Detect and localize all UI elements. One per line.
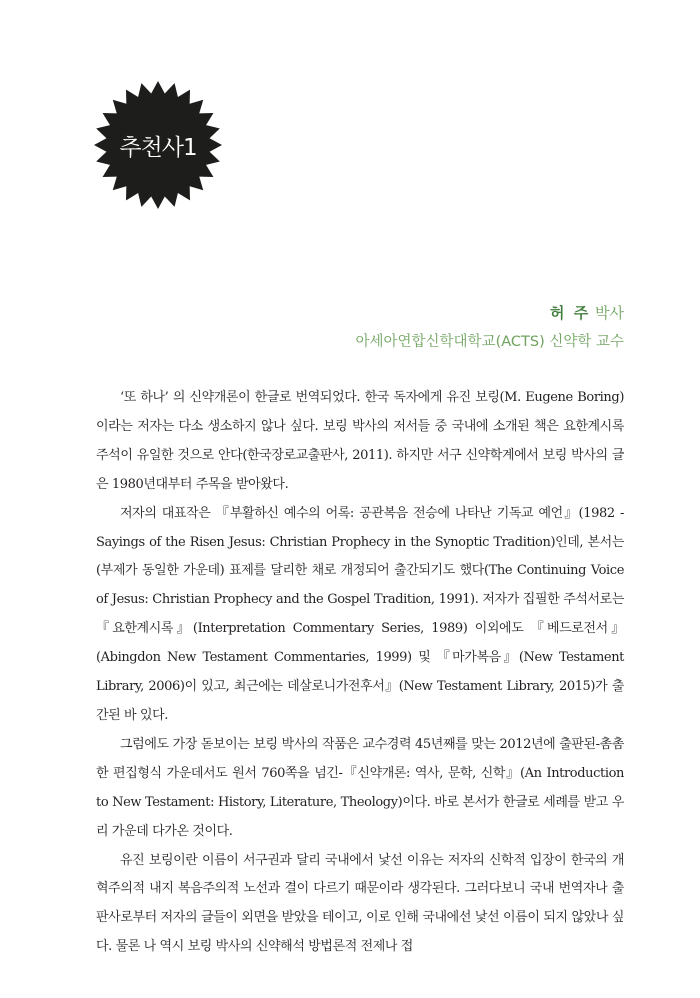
author-name-line	[356, 302, 625, 324]
badge-label: 추천사1	[119, 134, 197, 161]
author-block	[356, 302, 625, 353]
author-title: 박사	[595, 304, 624, 322]
author-affiliation: 아세아연합신학대학교(ACTS) 신약학 교수	[355, 334, 624, 350]
paragraph: 그럼에도 가장 돋보이는 보링 박사의 작품은 교수경력 45년째를 맞는 2012년에 출판된-촘촘한 편집형식 가운데서도 원서 760쪽을 넘긴-『신약개론: 역사, 문학, 신학』(An Introduction to New Testament: History, Literature, Theology)이다. 바로 본서가 한글로 세례를 받고 우리 가운데 다가온 것이다.	[96, 736, 624, 839]
paragraph: 저자의 대표작은 『부활하신 예수의 어록: 공관복음 전승에 나타난 기독교 예언』(1982 - Sayings of the Risen Jesus: Christian Prophecy in the Synoptic Tradition)인데, 본서는 (부제가 동일한 가운데) 표제를 달리한 채로 개정되어 출간되기도 했다(The Continuing Voice of Jesus: Christian Prophecy and the Gospel Tradition, 1991). 저자가 집필한 주석서로는 『요한계시록』(Interpretation Commentary Series, 1989) 이외에도 『베드로전서』(Abingdon New Testament Commentaries, 1999) 및 『마가복음』(New Testament Library, 2006)이 있고, 최근에는 데살로니가전후서』(New Testament Library, 2015)가 출간된 바 있다.	[96, 505, 624, 723]
body-text	[96, 384, 624, 962]
author-name: 허 주	[550, 304, 591, 322]
paragraph: 유진 보링이란 이름이 서구권과 달리 국내에서 낯선 이유는 저자의 신학적 입장이 한국의 개혁주의적 내지 복음주의적 노선과 결이 다르기 때문이라 생각된다. 그러다보니 국내 번역자나 출판사로부터 저자의 글들이 외면을 받았을 테이고, 이로 인해 국내에선 낯선 이름이 되지 않았나 싶다. 물론 나 역시 보링 박사의 신약해석 방법론적 전제나 접	[96, 852, 624, 955]
paragraph: ‘또 하나’ 의 신약개론이 한글로 번역되었다. 한국 독자에게 유진 보링(M. Eugene Boring)이라는 저자는 다소 생소하지 않나 싶다. 보링 박사의 저서들 중 국내에 소개된 책은 요한계시록 주석이 유일한 것으로 안다(한국장로교출판사, 2011). 하지만 서구 신약학계에서 보링 박사의 글은 1980년대부터 주목을 받아왔다.	[96, 390, 624, 492]
section-badge	[93, 80, 223, 210]
